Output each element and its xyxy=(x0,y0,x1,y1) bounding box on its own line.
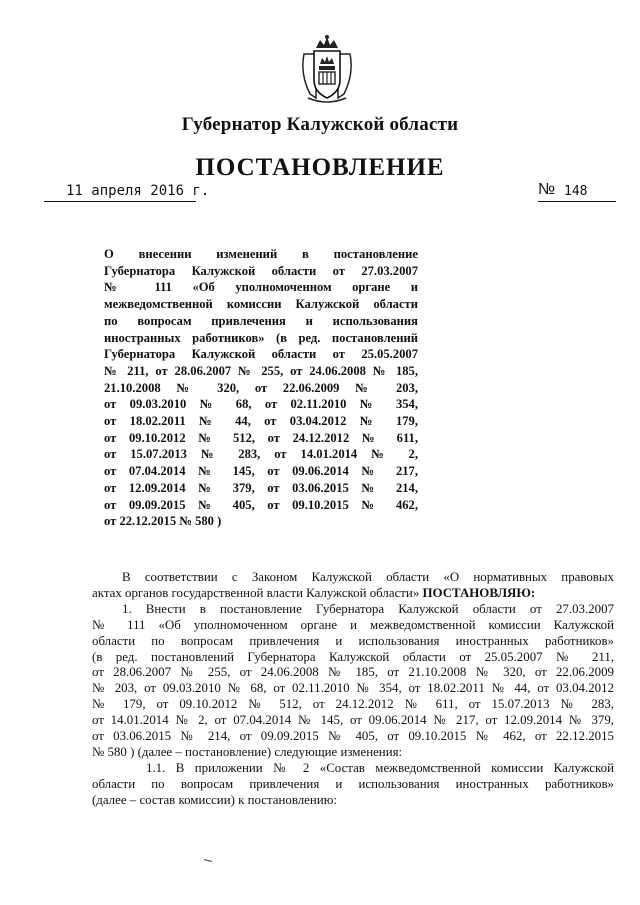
document-date: 11 апреля 2016 г. xyxy=(66,183,210,199)
subject-line: от 07.04.2014 № 145, от 09.06.2014 № 217, xyxy=(104,464,418,479)
subject-line: № 211, от 28.06.2007 № 255, от 24.06.2008 № 185, xyxy=(104,363,418,378)
body-line: № 203, от 09.03.2010 № 68, от 02.11.2010 № 354, от 18.02.2011 № 44, от 03.04.2012 xyxy=(92,681,614,696)
body-line: от 03.06.2015 № 214, от 09.09.2015 № 405, от 09.10.2015 № 462, от 22.12.2015 xyxy=(92,729,614,744)
subject-line: от 12.09.2014 № 379, от 03.06.2015 № 214, xyxy=(104,480,418,495)
body-line: 1.1. В приложении № 2 «Состав межведомственной комиссии Калужской xyxy=(146,760,614,775)
subject-line: межведомственной комиссии Калужской области xyxy=(104,297,418,312)
subject-line: от 09.03.2010 № 68, от 02.11.2010 № 354, xyxy=(104,397,418,412)
body-line: (в ред. постановлений Губернатора Калужской области от 25.05.2007 № 211, xyxy=(92,649,614,664)
body-line: области по вопросам привлечения и использования иностранных работников» xyxy=(92,776,614,791)
body-line: № 179, от 09.10.2012 № 512, от 24.12.2012 № 611, от 15.07.2013 № 283, xyxy=(92,697,614,712)
date-underline xyxy=(44,201,196,202)
body-line: В соответствии с Законом Калужской области «О нормативных правовых xyxy=(122,570,614,584)
issuing-authority: Губернатор Калужской области xyxy=(181,114,459,135)
body-text: актах органов государственной власти Калужской области» xyxy=(92,585,420,600)
body-line: области по вопросам привлечения и использования иностранных работников» xyxy=(92,633,614,648)
subject-line: от 15.07.2013 № 283, от 14.01.2014 № 2, xyxy=(104,447,418,462)
number-label: № xyxy=(538,181,556,198)
body-line: № 580 ) (далее – постановление) следующие изменения: xyxy=(92,744,403,759)
document-body xyxy=(92,570,614,809)
document-subject xyxy=(104,246,418,530)
stray-pen-mark xyxy=(204,859,212,862)
body-line: от 14.01.2014 № 2, от 07.04.2014 № 145, от 09.06.2014 № 217, от 12.09.2014 № 379, xyxy=(92,713,614,728)
coat-of-arms-emblem xyxy=(296,34,358,104)
subject-line: Губернатора Калужской области от 25.05.2007 xyxy=(104,347,418,362)
resolve-keyword: ПОСТАНОВЛЯЮ: xyxy=(422,585,536,600)
subject-line: от 22.12.2015 № 580 ) xyxy=(104,514,222,529)
subject-line: 21.10.2008 № 320, от 22.06.2009 № 203, xyxy=(104,380,418,395)
subject-line: № 111 «Об уполномоченном органе и xyxy=(104,280,418,295)
subject-line: от 09.09.2015 № 405, от 09.10.2015 № 462, xyxy=(104,497,418,512)
subject-line: от 09.10.2012 № 512, от 24.12.2012 № 611, xyxy=(104,430,418,445)
body-line: № 111 «Об уполномоченном органе и межведомственной комиссии Калужской xyxy=(92,617,614,632)
number-underline xyxy=(538,201,616,202)
body-line: от 28.06.2007 № 255, от 24.06.2008 № 185, от 21.10.2008 № 320, от 22.06.2009 xyxy=(92,665,614,680)
body-line: (далее – состав комиссии) к постановлению: xyxy=(92,792,337,807)
subject-line: от 18.02.2011 № 44, от 03.04.2012 № 179, xyxy=(104,414,418,429)
body-line: 1. Внести в постановление Губернатора Калужской области от 27.03.2007 xyxy=(122,601,614,616)
subject-line: по вопросам привлечения и использования xyxy=(104,313,418,328)
document-number: 148 xyxy=(564,184,588,199)
subject-line: О внесении изменений в постановление xyxy=(104,247,418,261)
subject-line: Губернатора Калужской области от 27.03.2007 xyxy=(104,263,418,278)
document-type-title: ПОСТАНОВЛЕНИЕ xyxy=(195,154,445,181)
body-line xyxy=(92,586,614,602)
subject-line: иностранных работников» (в ред. постановлений xyxy=(104,330,418,345)
